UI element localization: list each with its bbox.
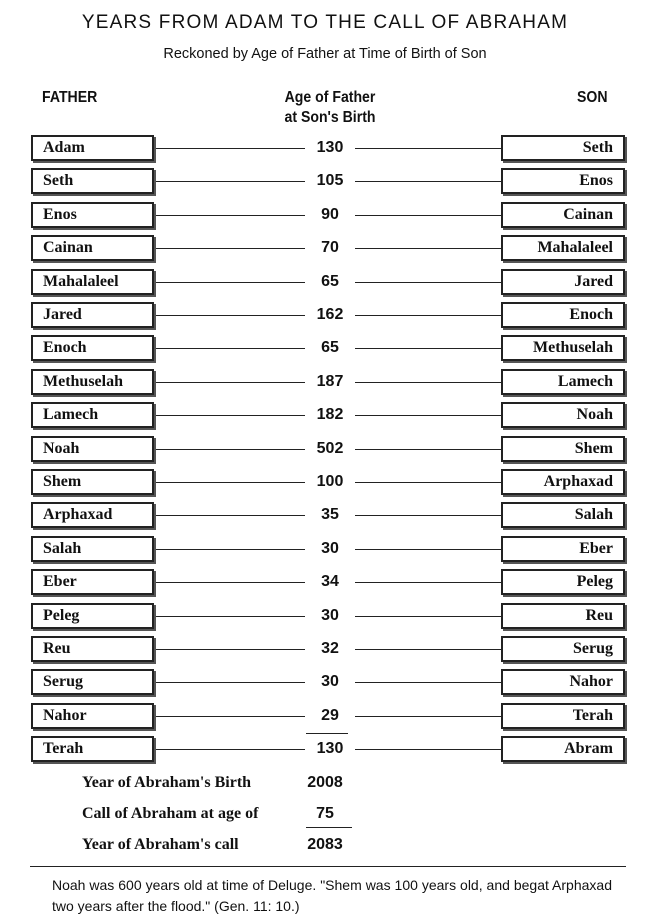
- connector-line-right: [346, 348, 501, 349]
- age-value: 32: [305, 640, 355, 658]
- age-value: 502: [305, 440, 355, 458]
- connector-line-right: [346, 582, 501, 583]
- connector-line-right: [346, 649, 501, 650]
- son-box: Arphaxad: [501, 469, 625, 495]
- son-column-header: SON: [577, 89, 608, 106]
- father-box: Mahalaleel: [31, 269, 154, 295]
- connector-line-right: [346, 282, 501, 283]
- connector-line-left: [154, 315, 312, 316]
- birth-year-value: 2008: [307, 774, 343, 791]
- connector-line-left: [154, 616, 312, 617]
- son-box: Terah: [501, 703, 625, 729]
- age-value: 70: [305, 239, 355, 257]
- age-value: 187: [305, 373, 355, 391]
- father-box: Shem: [31, 469, 154, 495]
- age-value: 130: [305, 139, 355, 157]
- connector-line-right: [346, 148, 501, 149]
- son-box: Seth: [501, 135, 625, 161]
- connector-line-left: [154, 549, 312, 550]
- call-year-label: Year of Abraham's call: [82, 836, 239, 853]
- chart-title: YEARS FROM ADAM TO THE CALL OF ABRAHAM: [81, 12, 569, 33]
- father-box: Eber: [31, 569, 154, 595]
- son-box: Cainan: [501, 202, 625, 228]
- age-value: 105: [305, 172, 355, 190]
- father-box: Jared: [31, 302, 154, 328]
- father-box: Seth: [31, 168, 154, 194]
- age-value: 30: [305, 607, 355, 625]
- age-value: 65: [305, 273, 355, 291]
- footnote-divider: [30, 866, 626, 867]
- father-box: Nahor: [31, 703, 154, 729]
- father-box: Peleg: [31, 603, 154, 629]
- age-header-line-1: Age of Father: [284, 89, 376, 106]
- father-box: Adam: [31, 135, 154, 161]
- connector-line-left: [154, 449, 312, 450]
- connector-line-left: [154, 682, 312, 683]
- father-box: Reu: [31, 636, 154, 662]
- age-value: 65: [305, 339, 355, 357]
- age-value: 30: [305, 673, 355, 691]
- footnote: Noah was 600 years old at time of Deluge. "Shem was 100 years old, and begat Arphaxad two years after the flood." (Gen. 11: 10.): [52, 877, 612, 914]
- son-box: Serug: [501, 636, 625, 662]
- son-box: Enos: [501, 168, 625, 194]
- birth-year-label: Year of Abraham's Birth: [82, 774, 252, 791]
- connector-line-left: [154, 482, 312, 483]
- son-box: Nahor: [501, 669, 625, 695]
- son-box: Jared: [501, 269, 625, 295]
- son-box: Shem: [501, 436, 625, 462]
- connector-line-right: [346, 215, 501, 216]
- father-box: Serug: [31, 669, 154, 695]
- father-box: Terah: [31, 736, 154, 762]
- connector-line-right: [346, 682, 501, 683]
- connector-line-left: [154, 348, 312, 349]
- connector-line-left: [154, 749, 312, 750]
- connector-line-right: [346, 181, 501, 182]
- age-value: 34: [305, 573, 355, 591]
- connector-line-right: [346, 415, 501, 416]
- connector-line-left: [154, 515, 312, 516]
- son-box: Reu: [501, 603, 625, 629]
- age-value: 162: [305, 306, 355, 324]
- connector-line-right: [346, 449, 501, 450]
- connector-line-left: [154, 649, 312, 650]
- connector-line-left: [154, 415, 312, 416]
- age-value: 29: [305, 707, 355, 725]
- connector-line-left: [154, 282, 312, 283]
- call-year-value: 2083: [307, 836, 343, 853]
- father-box: Cainan: [31, 235, 154, 261]
- total-rule: [306, 733, 348, 734]
- connector-line-right: [346, 515, 501, 516]
- father-box: Noah: [31, 436, 154, 462]
- age-value: 35: [305, 506, 355, 524]
- son-box: Salah: [501, 502, 625, 528]
- call-age-value: 75: [316, 805, 334, 822]
- connector-line-right: [346, 248, 501, 249]
- connector-line-left: [154, 716, 312, 717]
- father-column-header: FATHER: [42, 89, 98, 106]
- connector-line-right: [346, 382, 501, 383]
- connector-line-left: [154, 582, 312, 583]
- father-box: Enoch: [31, 335, 154, 361]
- age-value: 90: [305, 206, 355, 224]
- call-age-label: Call of Abraham at age of: [82, 805, 259, 822]
- son-box: Peleg: [501, 569, 625, 595]
- connector-line-left: [154, 248, 312, 249]
- connector-line-right: [346, 616, 501, 617]
- age-value: 130: [305, 740, 355, 758]
- father-box: Salah: [31, 536, 154, 562]
- age-value: 100: [305, 473, 355, 491]
- sum-rule: [306, 827, 352, 828]
- father-box: Enos: [31, 202, 154, 228]
- age-value: 30: [305, 540, 355, 558]
- connector-line-right: [346, 482, 501, 483]
- son-box: Lamech: [501, 369, 625, 395]
- connector-line-left: [154, 148, 312, 149]
- son-box: Enoch: [501, 302, 625, 328]
- son-box: Noah: [501, 402, 625, 428]
- connector-line-left: [154, 382, 312, 383]
- connector-line-left: [154, 215, 312, 216]
- connector-line-right: [346, 315, 501, 316]
- son-box: Abram: [501, 736, 625, 762]
- son-box: Methuselah: [501, 335, 625, 361]
- connector-line-right: [346, 716, 501, 717]
- age-header-line-2: at Son's Birth: [284, 109, 376, 126]
- father-box: Arphaxad: [31, 502, 154, 528]
- connector-line-right: [346, 549, 501, 550]
- father-box: Methuselah: [31, 369, 154, 395]
- son-box: Eber: [501, 536, 625, 562]
- father-box: Lamech: [31, 402, 154, 428]
- son-box: Mahalaleel: [501, 235, 625, 261]
- age-value: 182: [305, 406, 355, 424]
- connector-line-right: [346, 749, 501, 750]
- connector-line-left: [154, 181, 312, 182]
- chart-subtitle: Reckoned by Age of Father at Time of Birth of Son: [163, 46, 487, 62]
